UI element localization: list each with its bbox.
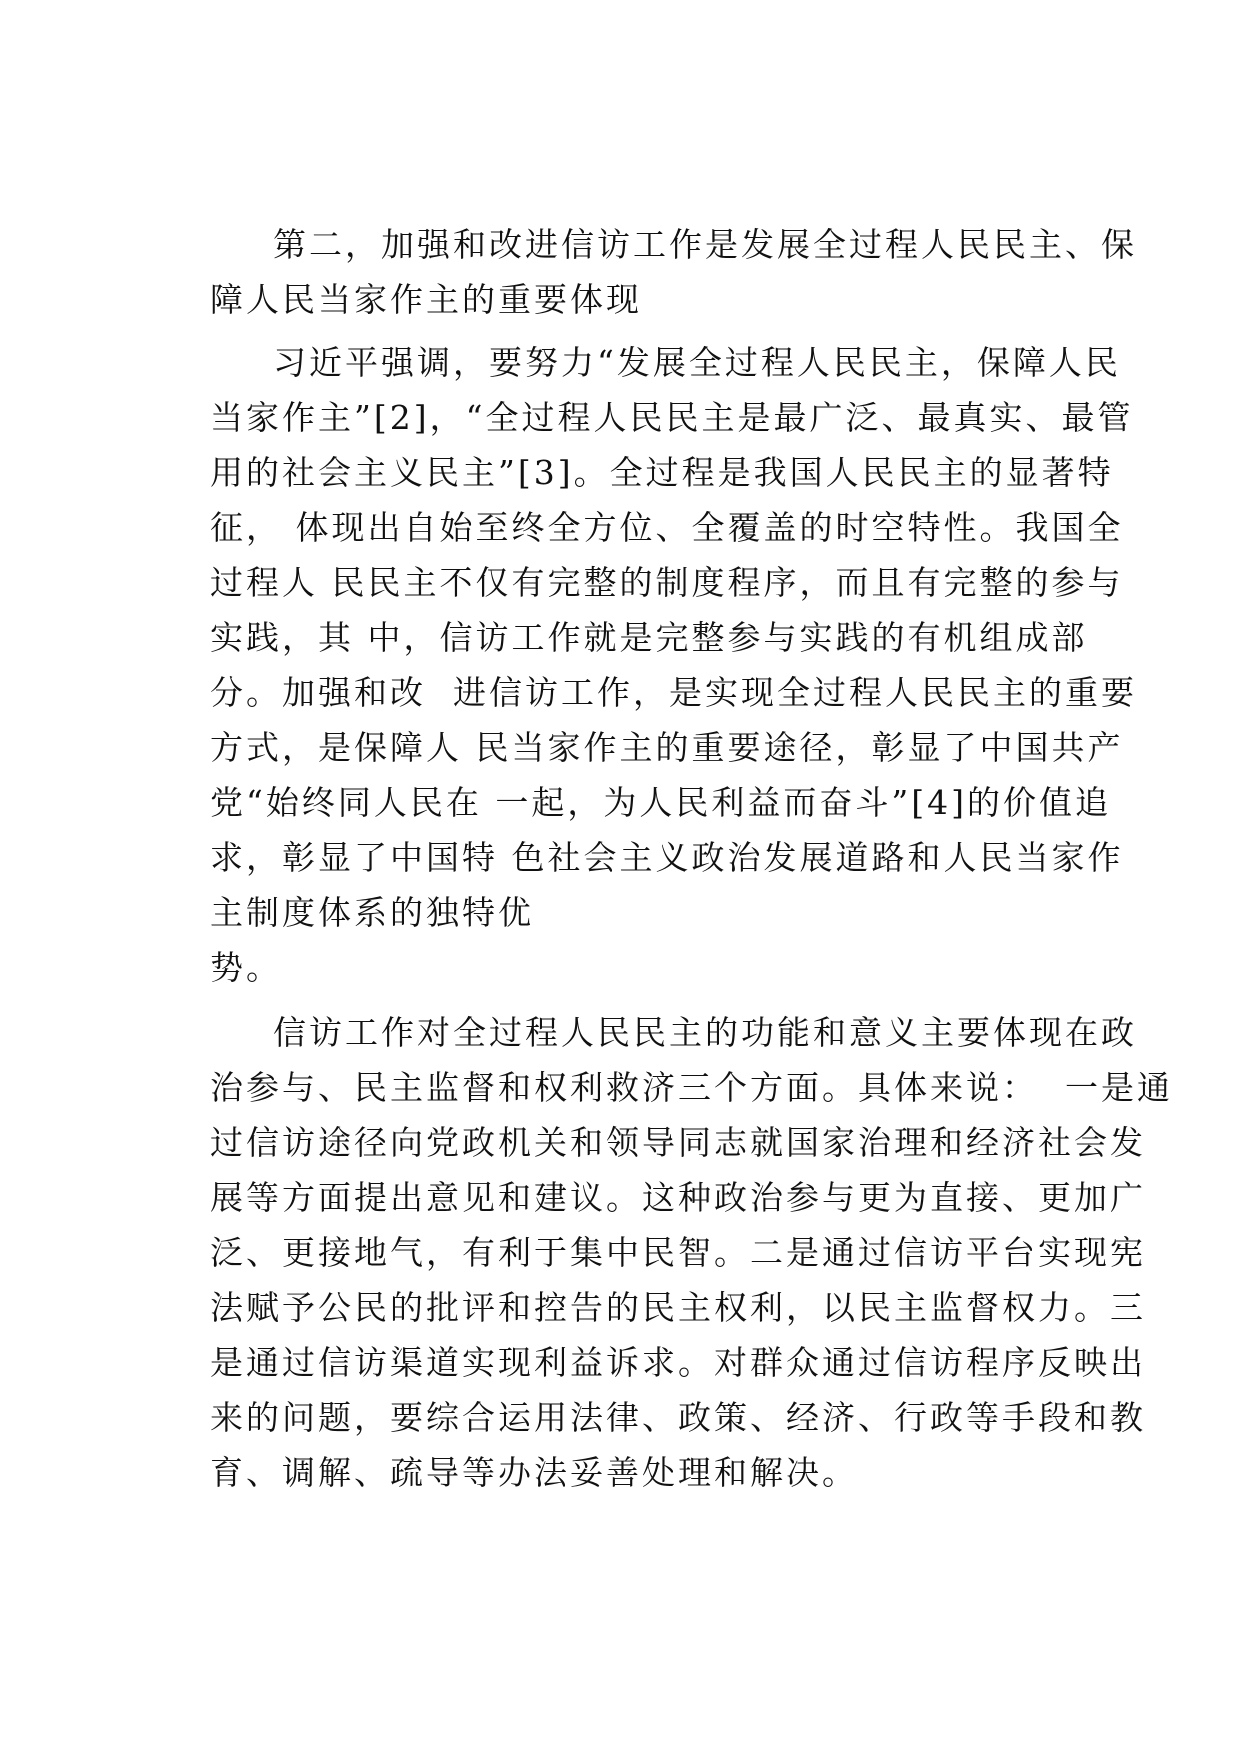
- paragraph-2-line-9: 育、调解、疏导等办法妥善处理和解决。: [210, 1453, 858, 1492]
- paragraph-2-line-6: 法赋予公民的批评和控告的民主权利，以民主监督权力。三: [210, 1288, 1146, 1327]
- paragraph-1-line-9: 党“始终同人民在 一起，为人民利益而奋斗”[4]的价值追: [210, 783, 1111, 822]
- paragraph-1-line-1: 习近平强调，要努力“发展全过程人民民主，保障人民: [273, 343, 1121, 382]
- paragraph-1-line-6: 实践，其 中，信访工作就是完整参与实践的有机组成部: [210, 618, 1088, 657]
- paragraph-1-line-12: 势。: [210, 948, 282, 987]
- paragraph-2-line-2: 治参与、民主监督和权利救济三个方面。具体来说： 一是通: [210, 1068, 1173, 1107]
- paragraph-2-line-8: 来的问题，要综合运用法律、政策、经济、行政等手段和教: [210, 1398, 1146, 1437]
- paragraph-1-line-11: 主制度体系的独特优: [210, 893, 534, 932]
- paragraph-2-line-1: 信访工作对全过程人民民主的功能和意义主要体现在政: [273, 1013, 1137, 1052]
- paragraph-1-line-4: 征， 体现出自始至终全方位、全覆盖的时空特性。我国全: [210, 508, 1124, 547]
- paragraph-2-line-4: 展等方面提出意见和建议。这种政治参与更为直接、更加广: [210, 1178, 1146, 1217]
- paragraph-2-line-7: 是通过信访渠道实现利益诉求。对群众通过信访程序反映出: [210, 1343, 1146, 1382]
- paragraph-1-line-7: 分。加强和改 进信访工作，是实现全过程人民民主的重要: [210, 673, 1137, 712]
- paragraph-1-line-5: 过程人 民民主不仅有完整的制度程序，而且有完整的参与: [210, 563, 1124, 602]
- paragraph-1-line-3: 用的社会主义民主”[3]。全过程是我国人民民主的显著特: [210, 453, 1114, 492]
- paragraph-2-line-5: 泛、更接地气，有利于集中民智。二是通过信访平台实现宪: [210, 1233, 1146, 1272]
- paragraph-2-line-3: 过信访途径向党政机关和领导同志就国家治理和经济社会发: [210, 1123, 1146, 1162]
- paragraph-1-line-10: 求，彰显了中国特 色社会主义政治发展道路和人民当家作: [210, 838, 1124, 877]
- section-heading-line-2: 障人民当家作主的重要体现: [210, 280, 642, 319]
- paragraph-1-line-8: 方式，是保障人 民当家作主的重要途径，彰显了中国共产: [210, 728, 1124, 767]
- paragraph-1-line-2: 当家作主”[2]，“全过程人民民主是最广泛、最真实、最管: [210, 398, 1134, 437]
- section-heading-line-1: 第二，加强和改进信访工作是发展全过程人民民主、保: [273, 225, 1137, 264]
